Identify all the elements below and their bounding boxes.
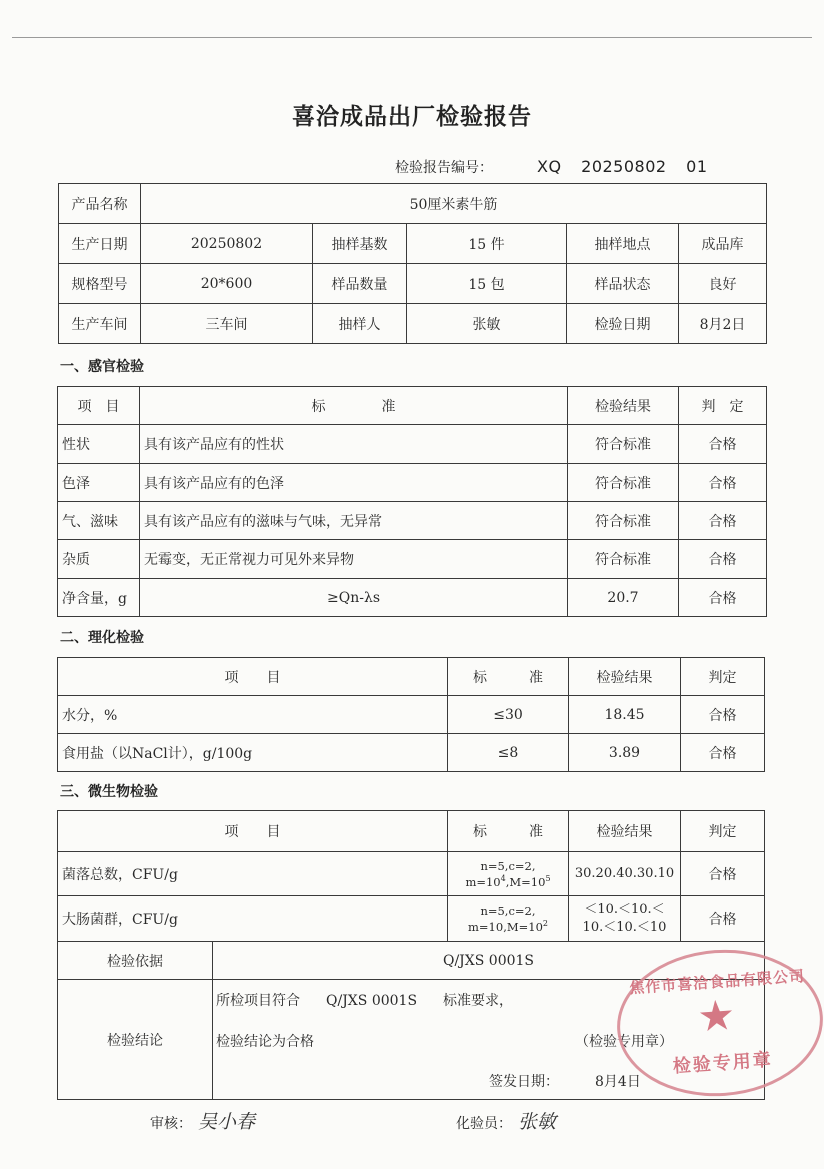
- sensory-verdict: 合格: [679, 579, 767, 617]
- conclusion-line1: [216, 990, 513, 1010]
- micro-standard-M: ,M=10: [505, 874, 546, 889]
- table-row: [58, 502, 767, 540]
- seal-bottom-text: 检验专用章: [672, 1049, 774, 1078]
- sensory-verdict: 合格: [679, 502, 767, 540]
- sampler: 张敏: [407, 304, 567, 344]
- micro-header-item: 项 目: [58, 811, 448, 852]
- micro-item: 大肠菌群，CFU/g: [58, 896, 448, 942]
- sensory-verdict: 合格: [679, 540, 767, 579]
- physchem-result: 3.89: [569, 734, 681, 772]
- sensory-result: 符合标准: [568, 540, 679, 579]
- inspector-row: [456, 1107, 556, 1134]
- spec-label: 规格型号: [59, 264, 141, 304]
- micro-standard: [448, 896, 569, 942]
- micro-standard-M-exp: 5: [545, 873, 551, 883]
- sample-qty-label: 样品数量: [313, 264, 407, 304]
- micro-result: [569, 896, 681, 942]
- seal-note: （检验专用章）: [575, 1034, 673, 1050]
- prod-date: 20250802: [141, 224, 313, 264]
- table-row: [58, 540, 767, 579]
- physchem-result: 18.45: [569, 696, 681, 734]
- sample-base: 15 件: [407, 224, 567, 264]
- workshop: 三车间: [141, 304, 313, 344]
- micro-standard-line2: [452, 919, 564, 935]
- micro-header-standard: 标 准: [448, 811, 569, 852]
- sensory-verdict: 合格: [679, 425, 767, 464]
- reviewer-signature: 吴小春: [198, 1111, 256, 1133]
- issue-date-label: 签发日期：: [489, 1074, 559, 1090]
- physchem-header-verdict: 判定: [681, 658, 765, 696]
- sensory-standard: 无霉变，无正常视力可见外来异物: [140, 540, 568, 579]
- micro-header-result: 检验结果: [569, 811, 681, 852]
- report-number: [395, 157, 708, 177]
- micro-verdict: 合格: [681, 852, 765, 896]
- sensory-standard: ≥Qn-λs: [140, 579, 568, 617]
- basis-label: 检验依据: [58, 942, 213, 980]
- sensory-header-standard: 标 准: [140, 387, 568, 425]
- sensory-item: 净含量，g: [58, 579, 140, 617]
- micro-result: 30.20.40.30.10: [569, 852, 681, 896]
- inspector-signature: 张敏: [518, 1111, 557, 1133]
- table-row: [58, 579, 767, 617]
- issue-date: 8月4日: [595, 1074, 641, 1090]
- issue-date-row: [489, 1071, 641, 1091]
- report-number-label: 检验报告编号：: [395, 160, 493, 176]
- micro-item: 菌落总数，CFU/g: [58, 852, 448, 896]
- basis-value: Q/JXS 0001S: [213, 942, 765, 980]
- sensory-standard: 具有该产品应有的性状: [140, 425, 568, 464]
- physchem-heading: 二、理化检验: [60, 630, 144, 646]
- table-row: [58, 852, 765, 896]
- conclusion-line1-a: 所检项目符合: [216, 993, 300, 1009]
- physchem-standard: ≤30: [448, 696, 569, 734]
- table-row: [58, 896, 765, 942]
- sensory-heading: 一、感官检验: [60, 359, 144, 375]
- physchem-standard: ≤8: [448, 734, 569, 772]
- micro-standard-line2: [452, 874, 564, 890]
- sensory-item: 气、滋味: [58, 502, 140, 540]
- sample-place-label: 抽样地点: [567, 224, 679, 264]
- sampler-label: 抽样人: [313, 304, 407, 344]
- product-info-table: [58, 183, 767, 344]
- sensory-verdict: 合格: [679, 464, 767, 502]
- spec: 20*600: [141, 264, 313, 304]
- sensory-result: 符合标准: [568, 464, 679, 502]
- sensory-item: 性状: [58, 425, 140, 464]
- physchem-header-standard: 标 准: [448, 658, 569, 696]
- inspector-label: 化验员：: [456, 1116, 512, 1132]
- micro-standard-m: m=10,M=10: [468, 919, 543, 934]
- physchem-verdict: 合格: [681, 734, 765, 772]
- micro-result-line1: ＜10.＜10.＜: [584, 901, 665, 917]
- micro-standard-m-exp: 2: [542, 918, 548, 928]
- sensory-result: 符合标准: [568, 425, 679, 464]
- sensory-standard: 具有该产品应有的滋味与气味，无异常: [140, 502, 568, 540]
- physchem-table: [57, 657, 765, 772]
- workshop-label: 生产车间: [59, 304, 141, 344]
- report-title: 喜洽成品出厂检验报告: [292, 104, 532, 130]
- table-row: [58, 425, 767, 464]
- micro-standard-line1: n=5,c=2,: [480, 858, 536, 873]
- conclusion-line2: 检验结论为合格: [216, 1034, 314, 1050]
- sensory-result: 符合标准: [568, 502, 679, 540]
- sensory-header-result: 检验结果: [568, 387, 679, 425]
- conclusion-line1-std: Q/JXS 0001S: [326, 993, 418, 1009]
- micro-header-verdict: 判定: [681, 811, 765, 852]
- sample-place: 成品库: [679, 224, 767, 264]
- table-row: [58, 464, 767, 502]
- seal-ring-text: 焦作市喜洽食品有限公司: [628, 966, 806, 998]
- physchem-item: 食用盐（以NaCl计），g/100g: [58, 734, 448, 772]
- physchem-verdict: 合格: [681, 696, 765, 734]
- reviewer-label: 审核：: [150, 1116, 192, 1132]
- micro-heading: 三、微生物检验: [60, 784, 158, 800]
- sensory-header-item: 项 目: [58, 387, 140, 425]
- product-name: 50厘米素牛筋: [141, 184, 767, 224]
- reviewer-row: [150, 1107, 255, 1134]
- conclusion-line1-b: 标准要求，: [443, 993, 514, 1009]
- micro-standard-m: m=10: [465, 874, 501, 889]
- physchem-header-result: 检验结果: [569, 658, 681, 696]
- page-top-rule: [12, 37, 812, 38]
- sample-state: 良好: [679, 264, 767, 304]
- sensory-item: 杂质: [58, 540, 140, 579]
- table-row: [58, 734, 765, 772]
- sensory-result: 20.7: [568, 579, 679, 617]
- micro-standard-line1: n=5,c=2,: [480, 903, 536, 918]
- report-number-value: XQ 20250802 01: [537, 157, 708, 176]
- sensory-item: 色泽: [58, 464, 140, 502]
- physchem-header-item: 项 目: [58, 658, 448, 696]
- physchem-item: 水分，%: [58, 696, 448, 734]
- star-icon: ★: [695, 989, 737, 1042]
- sample-qty: 15 包: [407, 264, 567, 304]
- sensory-table: [57, 386, 767, 617]
- sample-state-label: 样品状态: [567, 264, 679, 304]
- sample-base-label: 抽样基数: [313, 224, 407, 264]
- micro-table: [57, 810, 765, 942]
- prod-date-label: 生产日期: [59, 224, 141, 264]
- table-row: [58, 696, 765, 734]
- conclusion-label: 检验结论: [58, 980, 213, 1100]
- product-name-label: 产品名称: [59, 184, 141, 224]
- inspect-date: 8月2日: [679, 304, 767, 344]
- inspect-date-label: 检验日期: [567, 304, 679, 344]
- micro-result-line2: 10.＜10.＜10: [582, 919, 667, 935]
- micro-standard-m-exp: 4: [500, 873, 506, 883]
- sensory-header-verdict: 判 定: [679, 387, 767, 425]
- micro-verdict: 合格: [681, 896, 765, 942]
- micro-standard: [448, 852, 569, 896]
- sensory-standard: 具有该产品应有的色泽: [140, 464, 568, 502]
